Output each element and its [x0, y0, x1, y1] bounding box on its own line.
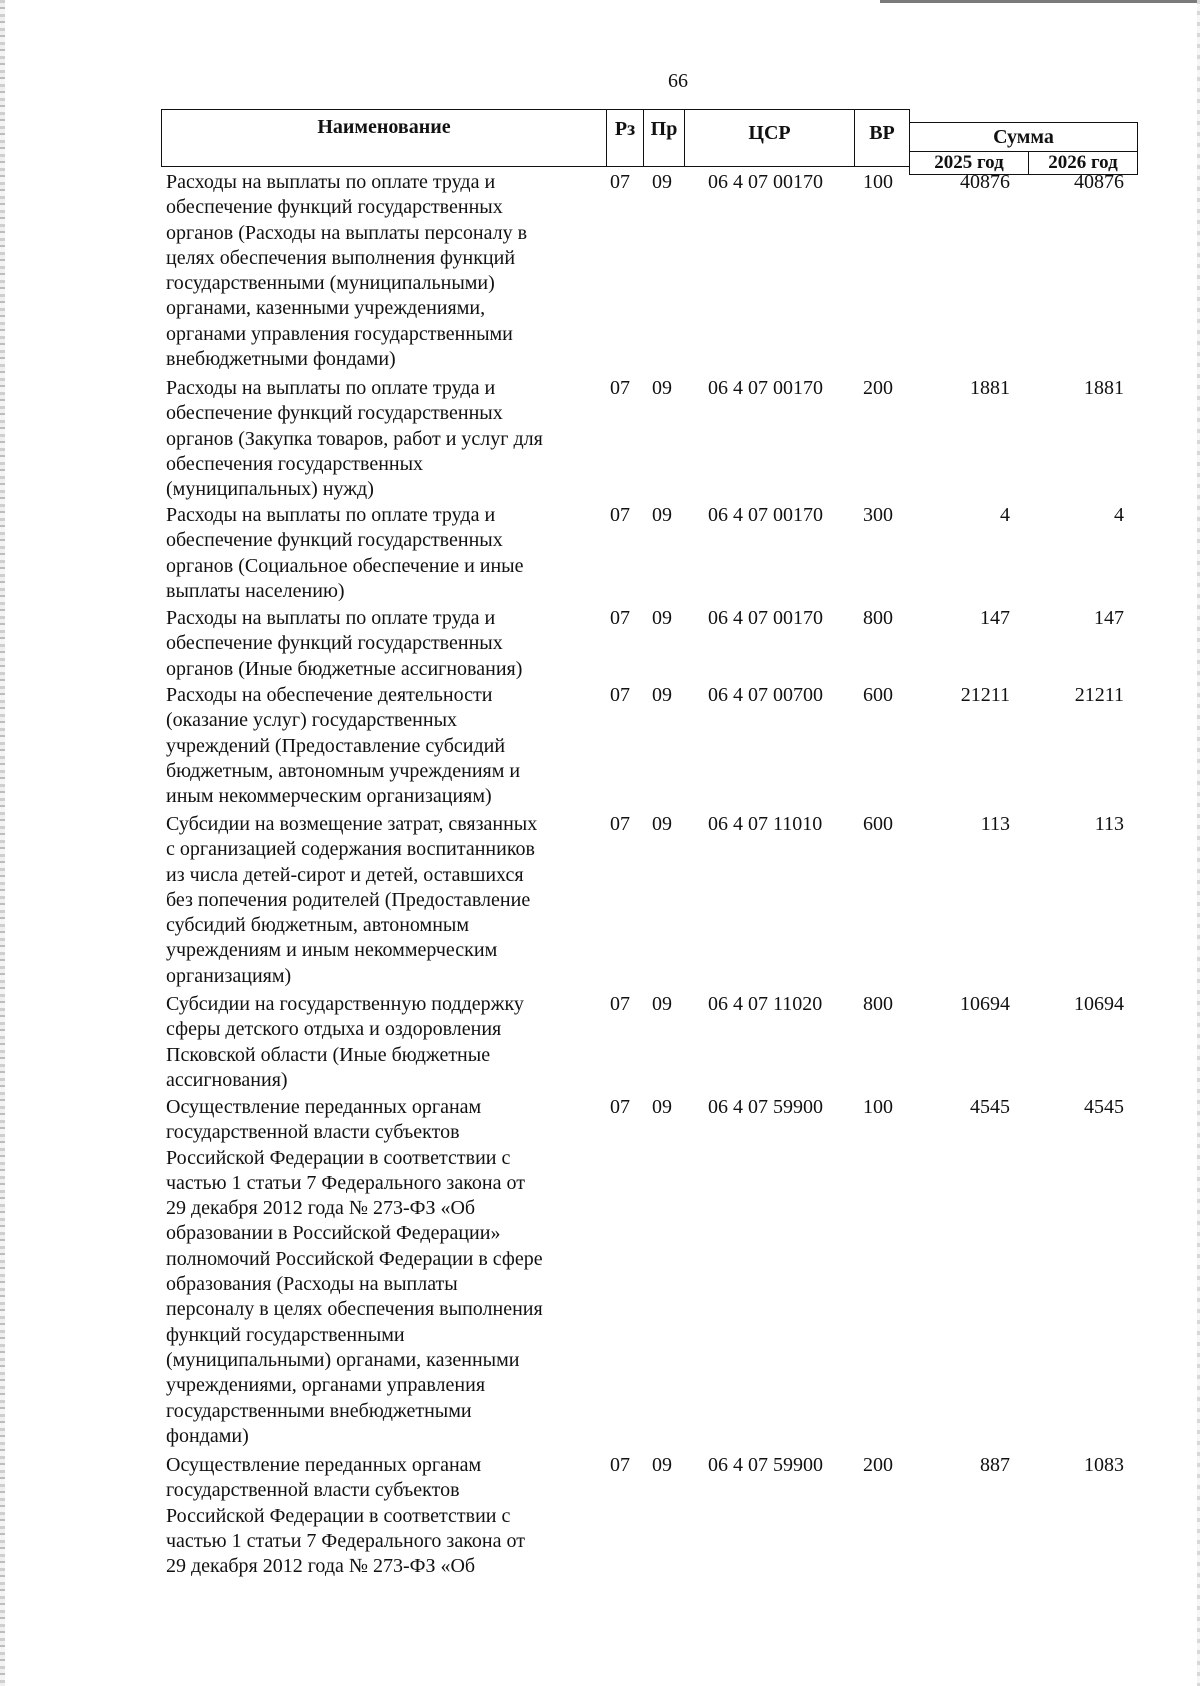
- header-sum-cell: [909, 122, 1138, 152]
- row-pr: 09: [652, 377, 672, 399]
- row-sum-2025: 1881: [970, 377, 1010, 399]
- header-year-2026: 2026 год: [1048, 152, 1118, 173]
- row-name: Субсидии на государственную поддержку сферы детского отдыха и оздоровления Псковской области (Иные бюджетные ассигнования): [166, 993, 524, 1091]
- row-sum-2025: 4: [1000, 504, 1010, 526]
- header-pr: Пр: [650, 118, 678, 140]
- row-name: Расходы на выплаты по оплате труда и обеспечение функций государственных органов (Социальное обеспечение и иные выплаты населению): [166, 504, 524, 602]
- scan-edge-left: [0, 0, 5, 1686]
- row-csr: 06 4 07 59900: [708, 1454, 823, 1476]
- row-vr: 200: [863, 1454, 893, 1476]
- row-vr: 800: [863, 993, 893, 1015]
- row-rz: 07: [610, 171, 630, 193]
- header-name-cell: [161, 109, 607, 167]
- page-number: 66: [668, 70, 688, 92]
- row-sum-2025: 40876: [960, 171, 1010, 193]
- header-rz: Рз: [614, 118, 636, 140]
- row-vr: 600: [863, 684, 893, 706]
- row-name: Субсидии на возмещение затрат, связанных с организацией содержания воспитанников из числа детей-сирот и детей, оставшихся без попечения родителей (Предоставление субсидий бюджетным, автономным учреждениям и иным некоммерческим организациям): [166, 813, 538, 987]
- row-pr: 09: [652, 993, 672, 1015]
- row-rz: 07: [610, 1096, 630, 1118]
- row-sum-2026: 4545: [1084, 1096, 1124, 1118]
- row-vr: 100: [863, 171, 893, 193]
- row-rz: 07: [610, 813, 630, 835]
- row-sum-2026: 4: [1114, 504, 1124, 526]
- row-sum-2025: 10694: [960, 993, 1010, 1015]
- header-name: Наименование: [317, 116, 451, 138]
- header-vr: ВР: [869, 122, 895, 144]
- row-sum-2026: 40876: [1074, 171, 1124, 193]
- row-vr: 100: [863, 1096, 893, 1118]
- row-pr: 09: [652, 171, 672, 193]
- row-pr: 09: [652, 1096, 672, 1118]
- row-rz: 07: [610, 684, 630, 706]
- row-name: Осуществление переданных органам государственной власти субъектов Российской Федерации в соответствии с частью 1 статьи 7 Федерального закона от 29 декабря 2012 года № 273-ФЗ «Об образовании в Российской Федерации» полномочий Российской Федерации в сфере образования (Расходы на выплаты персоналу в целях обеспечения выполнения функций государственными (муниципальными) органами, казенными учреждениями, органами управления государственными внебюджетными фондами): [166, 1096, 543, 1447]
- row-csr: 06 4 07 00170: [708, 607, 823, 629]
- header-rz-cell: [606, 109, 644, 167]
- row-name: Расходы на выплаты по оплате труда и обеспечение функций государственных органов (Иные бюджетные ассигнования): [166, 607, 523, 680]
- row-vr: 600: [863, 813, 893, 835]
- row-sum-2025: 21211: [960, 684, 1010, 706]
- row-csr: 06 4 07 59900: [708, 1096, 823, 1118]
- row-sum-2026: 1881: [1084, 377, 1124, 399]
- row-name: Расходы на выплаты по оплате труда и обеспечение функций государственных органов (Закупка товаров, работ и услуг для обеспечения государственных (муниципальных) нужд): [166, 377, 543, 501]
- row-rz: 07: [610, 607, 630, 629]
- row-csr: 06 4 07 00700: [708, 684, 823, 706]
- row-pr: 09: [652, 684, 672, 706]
- row-sum-2026: 147: [1094, 607, 1124, 629]
- row-sum-2026: 113: [1094, 813, 1124, 835]
- row-csr: 06 4 07 00170: [708, 171, 823, 193]
- row-sum-2025: 887: [980, 1454, 1010, 1476]
- row-name: Расходы на выплаты по оплате труда и обеспечение функций государственных органов (Расходы на выплаты персоналу в целях обеспечения выполнения функций государственными (муниципальными) органами, казенными учреждениями, органами управления государственными внебюджетными фондами): [166, 171, 528, 371]
- header-pr-cell: [643, 109, 685, 167]
- row-vr: 800: [863, 607, 893, 629]
- row-name: Расходы на обеспечение деятельности (оказание услуг) государственных учреждений (Предоставление субсидий бюджетным, автономным учреждениям и иным некоммерческим организациям): [166, 684, 521, 808]
- header-csr-cell: [684, 109, 855, 167]
- scan-edge-top: [880, 0, 1200, 3]
- row-sum-2026: 21211: [1074, 684, 1124, 706]
- row-csr: 06 4 07 11010: [708, 813, 823, 835]
- header-sum: Сумма: [993, 126, 1054, 148]
- row-sum-2025: 147: [980, 607, 1010, 629]
- row-vr: 200: [863, 377, 893, 399]
- header-vr-cell: [854, 109, 910, 167]
- row-rz: 07: [610, 377, 630, 399]
- row-pr: 09: [652, 813, 672, 835]
- row-csr: 06 4 07 11020: [708, 993, 823, 1015]
- row-vr: 300: [863, 504, 893, 526]
- row-rz: 07: [610, 1454, 630, 1476]
- header-year-2025: 2025 год: [934, 152, 1004, 173]
- row-sum-2026: 10694: [1074, 993, 1124, 1015]
- row-csr: 06 4 07 00170: [708, 504, 823, 526]
- row-pr: 09: [652, 607, 672, 629]
- row-rz: 07: [610, 504, 630, 526]
- row-pr: 09: [652, 504, 672, 526]
- row-name: Осуществление переданных органам государственной власти субъектов Российской Федерации в соответствии с частью 1 статьи 7 Федерального закона от 29 декабря 2012 года № 273-ФЗ «Об: [166, 1454, 525, 1578]
- row-csr: 06 4 07 00170: [708, 377, 823, 399]
- row-pr: 09: [652, 1454, 672, 1476]
- header-csr: ЦСР: [748, 122, 791, 144]
- row-rz: 07: [610, 993, 630, 1015]
- row-sum-2026: 1083: [1084, 1454, 1124, 1476]
- row-sum-2025: 113: [980, 813, 1010, 835]
- row-sum-2025: 4545: [970, 1096, 1010, 1118]
